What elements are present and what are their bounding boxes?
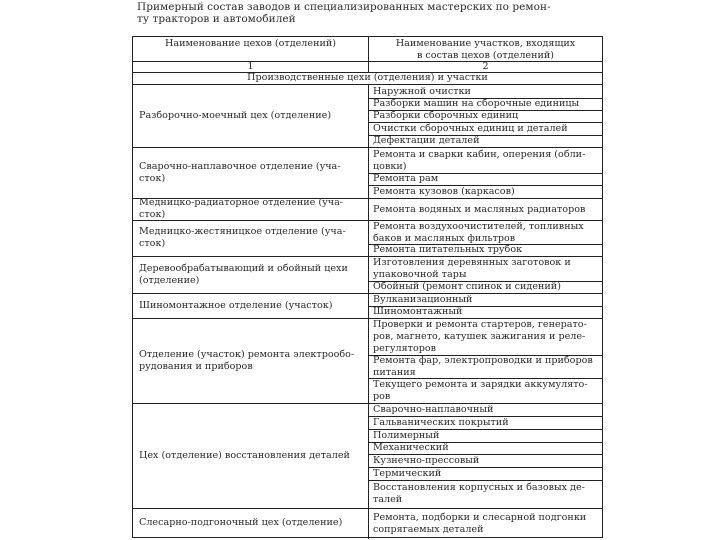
section-text: Сварочно-наплавочный: [373, 404, 494, 415]
section-text: Механический: [373, 442, 449, 453]
header-col2-line2: в состав цехов (отделений): [416, 49, 555, 61]
shop-name: Цех (отделение) восстановления деталей: [139, 449, 350, 461]
shop-copper-radiator: [137, 198, 365, 220]
section-row: [371, 306, 601, 318]
caption-line-1: Примерный состав заводов и специализированных мастерских по ремон-: [137, 1, 551, 13]
shop-name-line2: рудования и приборов: [139, 360, 253, 372]
section-text: Полимерный: [373, 429, 440, 441]
section-row: [371, 281, 601, 293]
header-col1-text: Наименование цехов (отделений): [164, 38, 337, 49]
section-text: Обойный (ремонт спинок и сидений): [373, 281, 561, 292]
section-row: [371, 244, 601, 256]
section-text-line1: Ремонта воздухоочистителей, топливных: [373, 221, 584, 232]
section-text-line1: Изготовления деревянных заготовок и: [373, 257, 571, 268]
section-row: [371, 110, 601, 122]
shop-tire-mounting: [137, 293, 365, 318]
section-text: Дефектации деталей: [373, 135, 480, 146]
section-row: [371, 429, 601, 442]
shop-name: Шиномонтажное отделение (участок): [139, 299, 333, 311]
section-text-line2: цовки): [373, 160, 407, 172]
shop-name: Разборочно-моечный цех (отделение): [139, 109, 332, 121]
section-row: [371, 257, 601, 281]
section-text-line1: Ремонта, подборки и слесарной подгонки: [373, 511, 587, 523]
section-text-line2: ров, магнето, катушек зажигания и реле-: [373, 331, 586, 342]
col-divider-body: [368, 84, 369, 539]
section-text-line3: регуляторов: [373, 343, 437, 354]
section-text: Термический: [373, 467, 442, 479]
header-col2: [369, 37, 602, 62]
section-text: Ремонта рам: [373, 173, 439, 184]
section-row: [371, 173, 601, 185]
section-text-line1: Ремонта фар, электропроводки и приборов: [373, 355, 593, 366]
section-text-line2: питания: [373, 366, 416, 378]
col-number-1-text: 1: [247, 61, 254, 72]
section-row: [371, 480, 601, 508]
section-text: Очистки сборочных единиц и деталей: [373, 122, 568, 134]
section-text: Гальванических покрытий: [373, 416, 509, 428]
section-text: Ремонта кузовов (каркасов): [373, 185, 515, 197]
shop-woodworking-upholstery: [137, 256, 365, 293]
section-row: [371, 294, 601, 306]
section-row: [371, 355, 601, 378]
section-row: [371, 509, 601, 538]
section-row: [371, 378, 601, 403]
shop-name-line1: Медницко-радиаторное отделение (уча-: [139, 198, 344, 208]
shop-electrical-repair: [137, 318, 365, 403]
shop-name-line1: Отделение (участок) ремонта электрообо-: [139, 348, 355, 360]
shop-welding-surfacing: [137, 147, 365, 198]
section-text-line2: упаковочной тары: [373, 269, 467, 280]
shop-name-line1: Медницко-жестяницкое отделение (уча-: [139, 226, 346, 237]
section-row: [371, 185, 601, 198]
section-text: Разборки сборочных единиц: [373, 110, 519, 121]
section-text: Разборки машин на сборочные единицы: [373, 98, 580, 109]
header-col2-line1: Наименование участков, входящих: [395, 37, 576, 49]
section-text-line1: Проверки и ремонта стартеров, генерато-: [373, 319, 587, 330]
shop-name-line1: Деревообрабатывающий и обойный цехи: [139, 262, 348, 274]
header-col1: [133, 37, 368, 51]
section-row: [371, 467, 601, 480]
section-row: [371, 148, 601, 173]
section-title: [133, 72, 602, 84]
section-row: [371, 199, 601, 220]
section-row: [371, 221, 601, 244]
workshop-table: [132, 36, 603, 538]
shop-name-line1: Сварочно-наплавочное отделение (уча-: [139, 160, 341, 172]
section-text-line2: сопрягаемых деталей: [373, 523, 484, 535]
section-row: [371, 319, 601, 355]
section-text-line2: ров: [373, 390, 391, 402]
shop-name: Слесарно-подгоночный цех (отделение): [139, 517, 343, 528]
section-text-line1: Восстановления корпусных и базовых де-: [373, 482, 585, 493]
section-text-line2: баков и масляных фильтров: [373, 232, 516, 244]
section-row: [371, 122, 601, 135]
shop-fitting: [137, 508, 365, 538]
section-text: Вулканизационный: [373, 294, 473, 305]
section-row: [371, 442, 601, 454]
shop-copper-tin: [137, 220, 365, 256]
section-text: Шиномонтажный: [373, 306, 463, 317]
section-text-line2: талей: [373, 494, 403, 505]
section-title-text: Производственные цехи (отделения) и участки: [247, 72, 488, 83]
shop-name-line2: сток): [139, 172, 166, 184]
section-row: [371, 85, 601, 98]
section-row: [371, 416, 601, 429]
section-text: Ремонта питательных трубок: [373, 244, 523, 255]
section-row: [371, 98, 601, 110]
table-caption: [137, 1, 557, 25]
section-text-line1: Текущего ремонта и зарядки аккумулято-: [373, 378, 588, 390]
col-number-1: [133, 61, 368, 72]
shop-name-line2: (отделение): [139, 274, 200, 286]
section-row: [371, 404, 601, 416]
shop-disassembly-washing: [137, 84, 365, 147]
section-text: Кузнечно-прессовый: [373, 454, 480, 466]
section-text: Наружной очистки: [373, 85, 471, 97]
section-row: [371, 135, 601, 147]
col-number-2: [369, 61, 602, 72]
shop-parts-restoration: [137, 403, 365, 508]
caption-line-2: ту тракторов и автомобилей: [137, 13, 296, 25]
col-number-2-text: 2: [482, 61, 489, 72]
shop-name-line2: сток): [139, 238, 166, 249]
shop-name-line2: сток): [139, 209, 166, 220]
section-text: Ремонта водяных и масляных радиаторов: [373, 203, 586, 215]
section-row: [371, 454, 601, 467]
section-text-line1: Ремонта и сварки кабин, оперения (обли-: [373, 148, 586, 160]
